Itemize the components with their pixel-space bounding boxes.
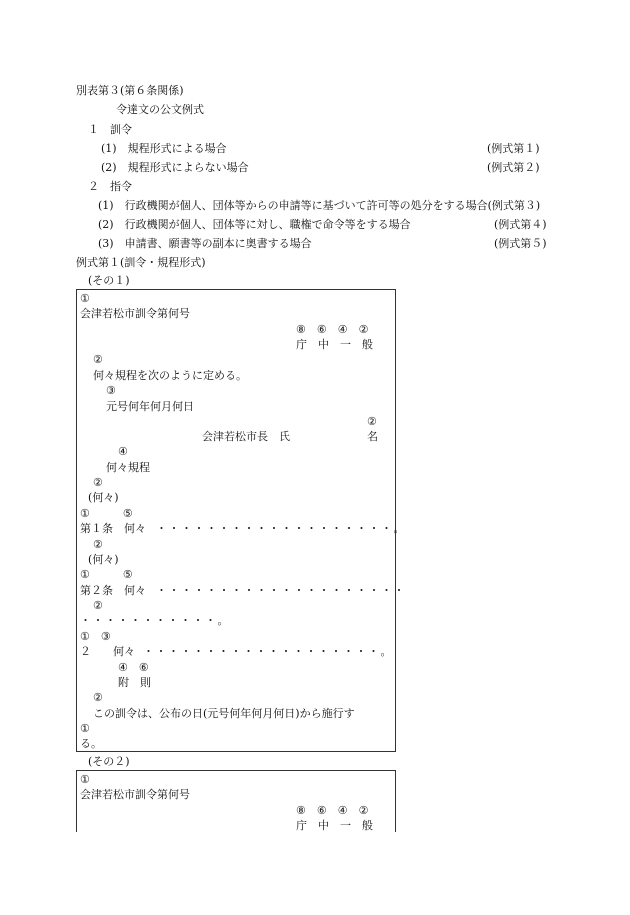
paragraph-2-dots: ・・・・・・・・・・・・・・・・・・・。 bbox=[143, 645, 393, 658]
article-1-dots: ・・・・・・・・・・・・・・・・・・・。 bbox=[156, 522, 406, 535]
distribution-marks: ⑧ ⑥ ④ ② bbox=[296, 323, 369, 336]
box2-doc-number: 会津若松市訓令第何号 bbox=[80, 788, 190, 801]
mark-2-name: ② bbox=[367, 415, 377, 428]
mark-1: ① bbox=[80, 292, 90, 305]
caption-2: (何々) bbox=[88, 553, 119, 566]
doc-title: 令達文の公文例式 bbox=[116, 103, 204, 116]
supplementary-end: る。 bbox=[80, 737, 102, 750]
table-title: 別表第３(第６条関係) bbox=[76, 84, 184, 97]
s1-item-1-ref: (例式第１) bbox=[487, 142, 540, 155]
s1-item-2-ref: (例式第２) bbox=[487, 161, 540, 174]
section-2-heading: ２ 指令 bbox=[88, 180, 132, 193]
box2-distribution-labels: 庁 中 一 般 bbox=[296, 819, 373, 832]
article-2-label: 第２条 何々 bbox=[80, 584, 146, 597]
doc-number: 会津若松市訓令第何号 bbox=[80, 307, 190, 320]
s1-item-1-label: (1) 規程形式による場合 bbox=[101, 142, 227, 155]
part-1-label: (その１) bbox=[88, 274, 130, 287]
caption-1: (何々) bbox=[88, 491, 119, 504]
mark-row-d: ④ ⑥ bbox=[118, 661, 149, 674]
mark-row-c: ① ③ bbox=[80, 630, 111, 643]
rule-title: 何々規程 bbox=[106, 461, 150, 474]
mark-2-suppl: ② bbox=[93, 691, 103, 704]
part-2-label: (その２) bbox=[88, 755, 130, 768]
s2-item-2-label: (2) 行政機関が個人、団体等に対し、職権で命令等をする場合 bbox=[98, 218, 411, 231]
box2-mark-1: ① bbox=[80, 773, 90, 786]
mark-4: ④ bbox=[118, 445, 128, 458]
mark-1-end: ① bbox=[80, 722, 90, 735]
mark-2: ② bbox=[93, 353, 103, 366]
date-text: 元号何年何月何日 bbox=[106, 400, 194, 413]
mark-row-b: ① ⑤ bbox=[80, 568, 133, 581]
mark-3: ③ bbox=[106, 384, 116, 397]
mark-row-a: ① ⑤ bbox=[80, 507, 133, 520]
supplementary-text: この訓令は、公布の日(元号何年何月何日)から施行す bbox=[93, 707, 355, 720]
s2-item-2-ref: (例式第４) bbox=[494, 218, 547, 231]
intro-text: 何々規程を次のように定める。 bbox=[93, 369, 247, 382]
mayor-text: 会津若松市長 氏 bbox=[202, 430, 290, 443]
box2-distribution-marks: ⑧ ⑥ ④ ② bbox=[296, 804, 369, 817]
s2-item-3-ref: (例式第５) bbox=[494, 237, 547, 250]
s2-item-3-label: (3) 申請書、願書等の副本に奥書する場合 bbox=[98, 237, 312, 250]
distribution-labels: 庁 中 一 般 bbox=[296, 338, 373, 351]
s1-item-2-label: (2) 規程形式によらない場合 bbox=[101, 161, 249, 174]
paragraph-2-label: ２ 何々 bbox=[80, 645, 135, 658]
supplementary-title: 附 則 bbox=[118, 676, 151, 689]
article-2-dots: ・・・・・・・・・・・・・・・・・・・・ bbox=[156, 584, 406, 597]
example-1-title: 例式第１(訓令・規程形式) bbox=[76, 256, 206, 269]
article-2-continuation: ・・・・・・・・・・・。 bbox=[80, 614, 230, 627]
section-1-heading: １ 訓令 bbox=[88, 123, 132, 136]
mark-2-caption-2: ② bbox=[93, 538, 103, 551]
mayor-name: 名 bbox=[367, 430, 378, 443]
mark-2-cont: ② bbox=[93, 599, 103, 612]
article-1-label: 第１条 何々 bbox=[80, 522, 146, 535]
s2-item-1-label: (1) 行政機関が個人、団体等からの申請等に基づいて許可等の処分をする場合(例式第３) bbox=[98, 199, 541, 212]
mark-2-caption: ② bbox=[93, 476, 103, 489]
